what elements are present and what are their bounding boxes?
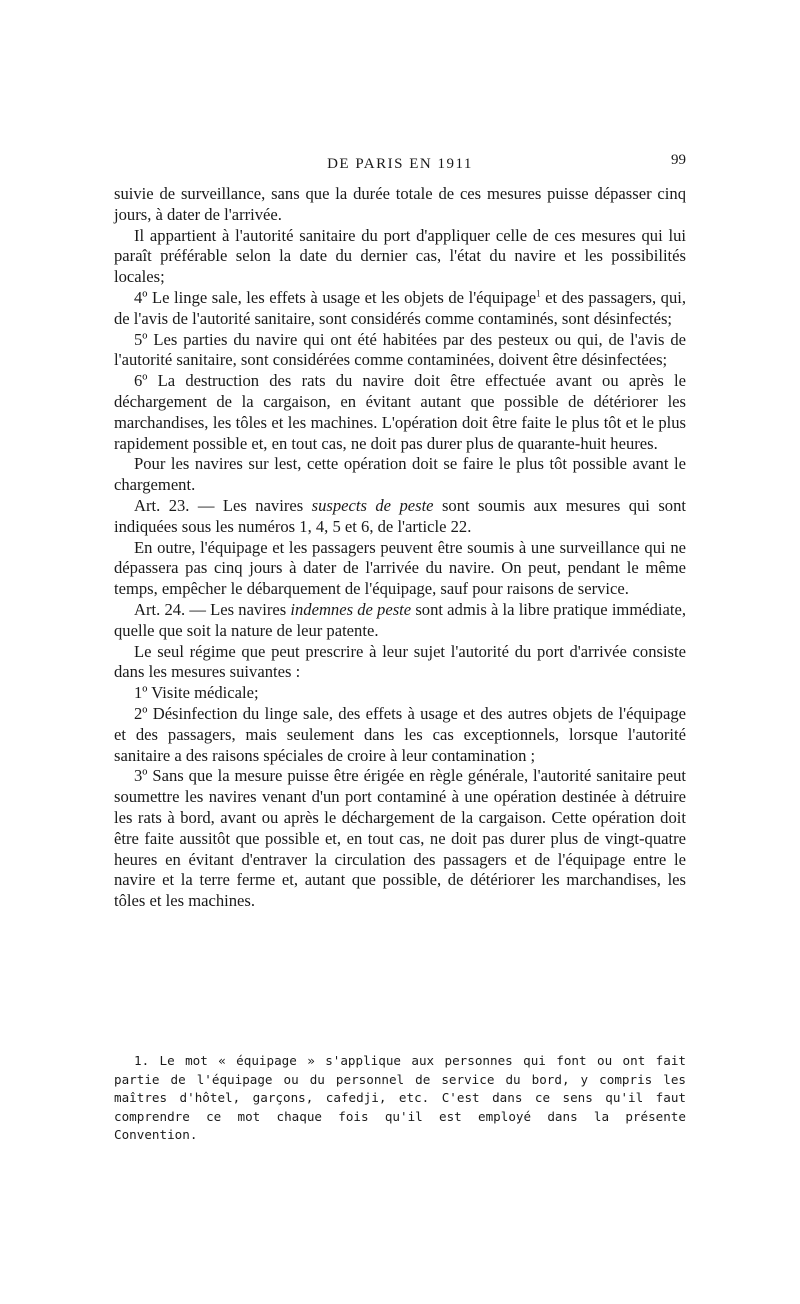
running-head: DE PARIS EN 1911 bbox=[327, 156, 473, 172]
paragraph-item-6: 6º La destruction des rats du navire doit être effectuée avant ou après le déchargement de la cargaison, en évitant autant que possible de détériorer les marchandises, les tôles et les machines. L'opération doit être faite le plus tôt et le plus rapidement possible et, en tout cas, ne doit pas durer plus de quarante-huit heures. bbox=[114, 371, 686, 453]
page-number: 99 bbox=[671, 152, 686, 168]
art-23-emphasis: suspects de peste bbox=[311, 495, 434, 515]
body-text bbox=[114, 184, 686, 912]
footnote-marker: 1 bbox=[536, 288, 541, 299]
footnotes bbox=[114, 1052, 686, 1145]
paragraph-measure-3: 3º Sans que la mesure puisse être érigée en règle générale, l'autorité sanitaire peut soumettre les navires venant d'un port contaminé à une opération destinée à détruire les rats à bord, avant ou après le déchargement de la cargaison. Cette opération doit être faite aussitôt que possible et, en tout cas, ne doit pas durer plus de vingt-quatre heures en évitant d'entraver la circulation des passagers et de l'équipage entre le navire et la terre ferme et, autant que possible, de détériorer les marchandises, les tôles et les machines. bbox=[114, 766, 686, 911]
footnote-1: 1. Le mot « équipage » s'applique aux personnes qui font ou ont fait partie de l'équipage ou du personnel de service du bord, y compris les maîtres d'hôtel, garçons, cafedji, etc. C'est dans ce sens qu'il faut comprendre ce mot chaque fois qu'il est employé dans la présente Convention. bbox=[114, 1053, 686, 1143]
art-23-text-b: sont soumis aux mesures qui sont indiquées sous les numéros 1, 4, 5 et 6, de l'article 22. bbox=[114, 495, 686, 536]
art-23-text-a: Art. 23. — Les navires bbox=[134, 495, 312, 515]
paragraph-art-23 bbox=[114, 496, 686, 538]
paragraph-item-4 bbox=[114, 288, 686, 330]
item-4-text-b: et des passagers, qui, de l'avis de l'autorité sanitaire, sont considérés comme contaminés, sont désinfectés; bbox=[114, 287, 687, 328]
paragraph-ballast: Pour les navires sur lest, cette opération doit se faire le plus tôt possible avant le chargement. bbox=[114, 454, 686, 495]
art-24-text-b: sont admis à la libre pratique immédiate, quelle que soit la nature de leur patente. bbox=[114, 599, 687, 640]
item-4-text-a: 4º Le linge sale, les effets à usage et les objets de l'équipage bbox=[134, 287, 537, 307]
paragraph-item-5: 5º Les parties du navire qui ont été habitées par des pesteux ou qui, de l'avis de l'autorité sanitaire, sont considérées comme contaminées, doivent être désinfectées; bbox=[114, 329, 686, 370]
art-24-text-a: Art. 24. — Les navires bbox=[134, 599, 291, 619]
paragraph-continuation: suivie de surveillance, sans que la durée totale de ces mesures puisse dépasser cinq jours, à dater de l'arrivée. bbox=[114, 184, 686, 224]
paragraph-port-authority: Il appartient à l'autorité sanitaire du port d'appliquer celle de ces mesures qui lui paraît préférable selon la date du dernier cas, l'état du navire et les possibilités locales; bbox=[114, 225, 686, 287]
paragraph-measure-2: 2º Désinfection du linge sale, des effets à usage et des autres objets de l'équipage et des passagers, mais seulement dans les cas exceptionnels, lorsque l'autorité sanitaire a des raisons spéciales de croire à leur contamination ; bbox=[114, 703, 686, 765]
page-header bbox=[114, 150, 686, 174]
art-24-emphasis: indemnes de peste bbox=[290, 599, 412, 619]
paragraph-art-24 bbox=[114, 600, 686, 642]
paragraph-measure-1: 1º Visite médicale; bbox=[134, 683, 259, 703]
paragraph-surveillance: En outre, l'équipage et les passagers peuvent être soumis à une surveillance qui ne dépassera pas cinq jours à dater de l'arrivée du navire. On peut, pendant le même temps, empêcher le débarquement de l'équipage, sauf pour raisons de service. bbox=[114, 537, 686, 599]
paragraph-regime: Le seul régime que peut prescrire à leur sujet l'autorité du port d'arrivée consiste dans les mesures suivantes : bbox=[114, 641, 686, 682]
